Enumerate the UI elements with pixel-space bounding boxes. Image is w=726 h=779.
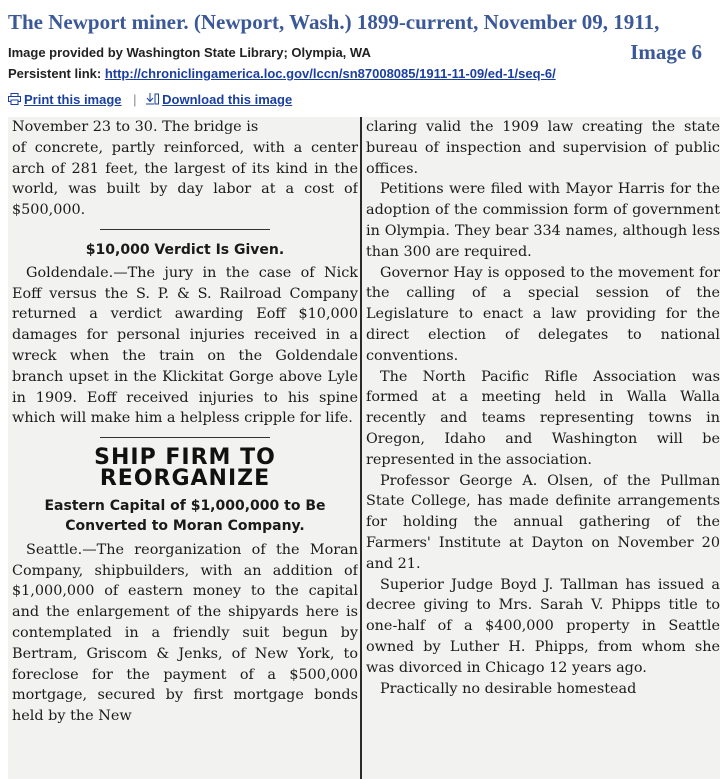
- article-paragraph: Goldendale.—The jury in the case of Nick Eoff versus the S. P. & S. Railroad Company returned a verdict awarding Eoff $10,000 damages for personal injuries received in a wreck when the train on the Goldendale branch upset in the Klickitat Gorge above Lyle in 1909. Eoff received injuries to his spine which will make him a helpless cripple for life.: [12, 264, 358, 427]
- newspaper-title: The Newport miner. (Newport, Wash.) 1899-current, November 09, 1911,: [8, 10, 660, 34]
- provided-by: Image provided by Washington State Library; Olympia, WA: [8, 45, 371, 60]
- persistent-link[interactable]: http://chroniclingamerica.loc.gov/lccn/sn87008085/1911-11-09/ed-1/seq-6/: [104, 66, 556, 81]
- download-image-link[interactable]: Download this image: [162, 92, 293, 107]
- article-paragraph: Governor Hay is opposed to the movement for the calling of a special session of the Legislature to enact a law providing for the direct election of delegates to national conventions.: [366, 264, 720, 364]
- left-column: [12, 117, 358, 779]
- subheadline: Eastern Capital of $1,000,000 to Be Converted to Moran Company.: [44, 497, 326, 534]
- persistent-link-row: [8, 66, 556, 81]
- divider: [100, 437, 270, 438]
- column-rule: [360, 117, 362, 779]
- newspaper-scan[interactable]: [8, 117, 720, 779]
- download-icon[interactable]: [146, 93, 159, 108]
- image-number: Image 6: [630, 40, 702, 64]
- article-paragraph: Practically no desirable homestead: [380, 680, 637, 697]
- article-paragraph: Seattle.—The reorganization of the Moran Company, shipbuilders, with an addition of $1,000,000 of eastern money to the capital and the enlargement of the shipyards here is contemplated in a friendly suit begun by Bertram, Griscom & Jenks, of New York, to foreclose for the payment of a $500,000 mortgage, secured by first mortgage bonds held by the New: [12, 541, 358, 725]
- print-image-link[interactable]: Print this image: [24, 92, 122, 107]
- article-paragraph: claring valid the 1909 law creating the state bureau of inspection and supervision of public offices.: [366, 119, 720, 177]
- printer-icon[interactable]: [8, 93, 21, 108]
- article-paragraph: Superior Judge Boyd J. Tallman has issued a decree giving to Mrs. Sarah V. Phipps title to one-half of a $400,000 property in Seattle owned by Luther H. Phipps, from whom she was divorced in Chicago 12 years ago.: [366, 576, 720, 676]
- image-actions: [8, 92, 292, 108]
- right-column: [366, 117, 720, 779]
- headline: $10,000 Verdict Is Given.: [85, 241, 285, 258]
- persistent-link-label: Persistent link:: [8, 66, 102, 81]
- article-paragraph: of concrete, partly reinforced, with a center arch of 281 feet, the largest of its kind in the world, was built by day labor at a cost of $500,000.: [12, 139, 358, 219]
- article-paragraph: Petitions were filed with Mayor Harris for the adoption of the commission form of government in Olympia. They bear 334 names, although less than 300 are required.: [366, 181, 720, 260]
- article-paragraph: Professor George A. Olsen, of the Pullman State College, has made definite arrangements for holding the annual gathering of the Farmers' Institute at Dayton on November 20 and 21.: [366, 472, 720, 572]
- divider: [100, 229, 270, 230]
- cut-off-line: November 23 to 30. The bridge is: [12, 119, 259, 135]
- actions-separator: |: [133, 92, 137, 107]
- article-paragraph: The North Pacific Rifle Association was formed at a meeting held in Walla Walla recently and teams representing towns in Oregon, Idaho and Washington will be represented in the association.: [366, 368, 720, 468]
- headline-large: SHIP FIRM TO REORGANIZE: [94, 445, 276, 491]
